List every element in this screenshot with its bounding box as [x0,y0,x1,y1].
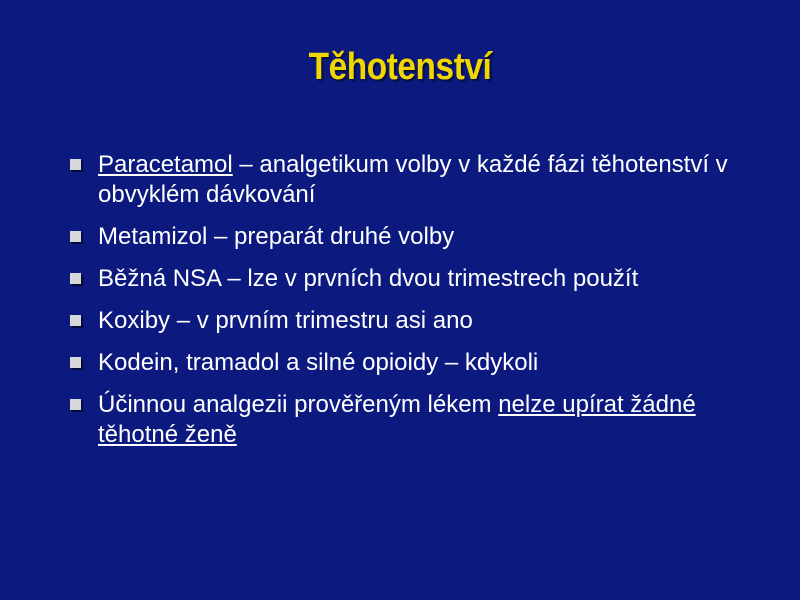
bullet-item-5 [70,348,730,378]
bullet-5-text: Kodein, tramadol a silné opioidy – kdykoli [98,349,539,376]
bullet-6-text: Účinnou analgezii prověřeným lékem [98,391,499,418]
bullet-item-4 [70,306,730,336]
bullet-3-text: Běžná NSA – lze v prvních dvou trimestrech použít [98,265,639,292]
bullet-item-6 [70,390,730,450]
bullet-item-3 [70,264,730,294]
bullet-item-2 [70,222,730,252]
bullet-2-text: Metamizol – preparát druhé volby [98,223,455,250]
square-bullet-icon [70,159,81,170]
square-bullet-icon [70,231,81,242]
bullet-list [70,150,730,462]
square-bullet-icon [70,273,81,284]
bullet-1-keyword: Paracetamol [98,151,233,178]
square-bullet-icon [70,357,81,368]
bullet-1-text: – analgetikum volby v každé fázi těhotenství v obvyklém dávkování [98,151,728,208]
square-bullet-icon [70,399,81,410]
bullet-6-emphasis: nelze upírat žádné těhotné ženě [98,391,696,448]
slide-title: Těhotenství [308,46,492,88]
bullet-4-text: Koxiby – v prvním trimestru asi ano [98,307,473,334]
bullet-item-1 [70,150,730,210]
square-bullet-icon [70,315,81,326]
